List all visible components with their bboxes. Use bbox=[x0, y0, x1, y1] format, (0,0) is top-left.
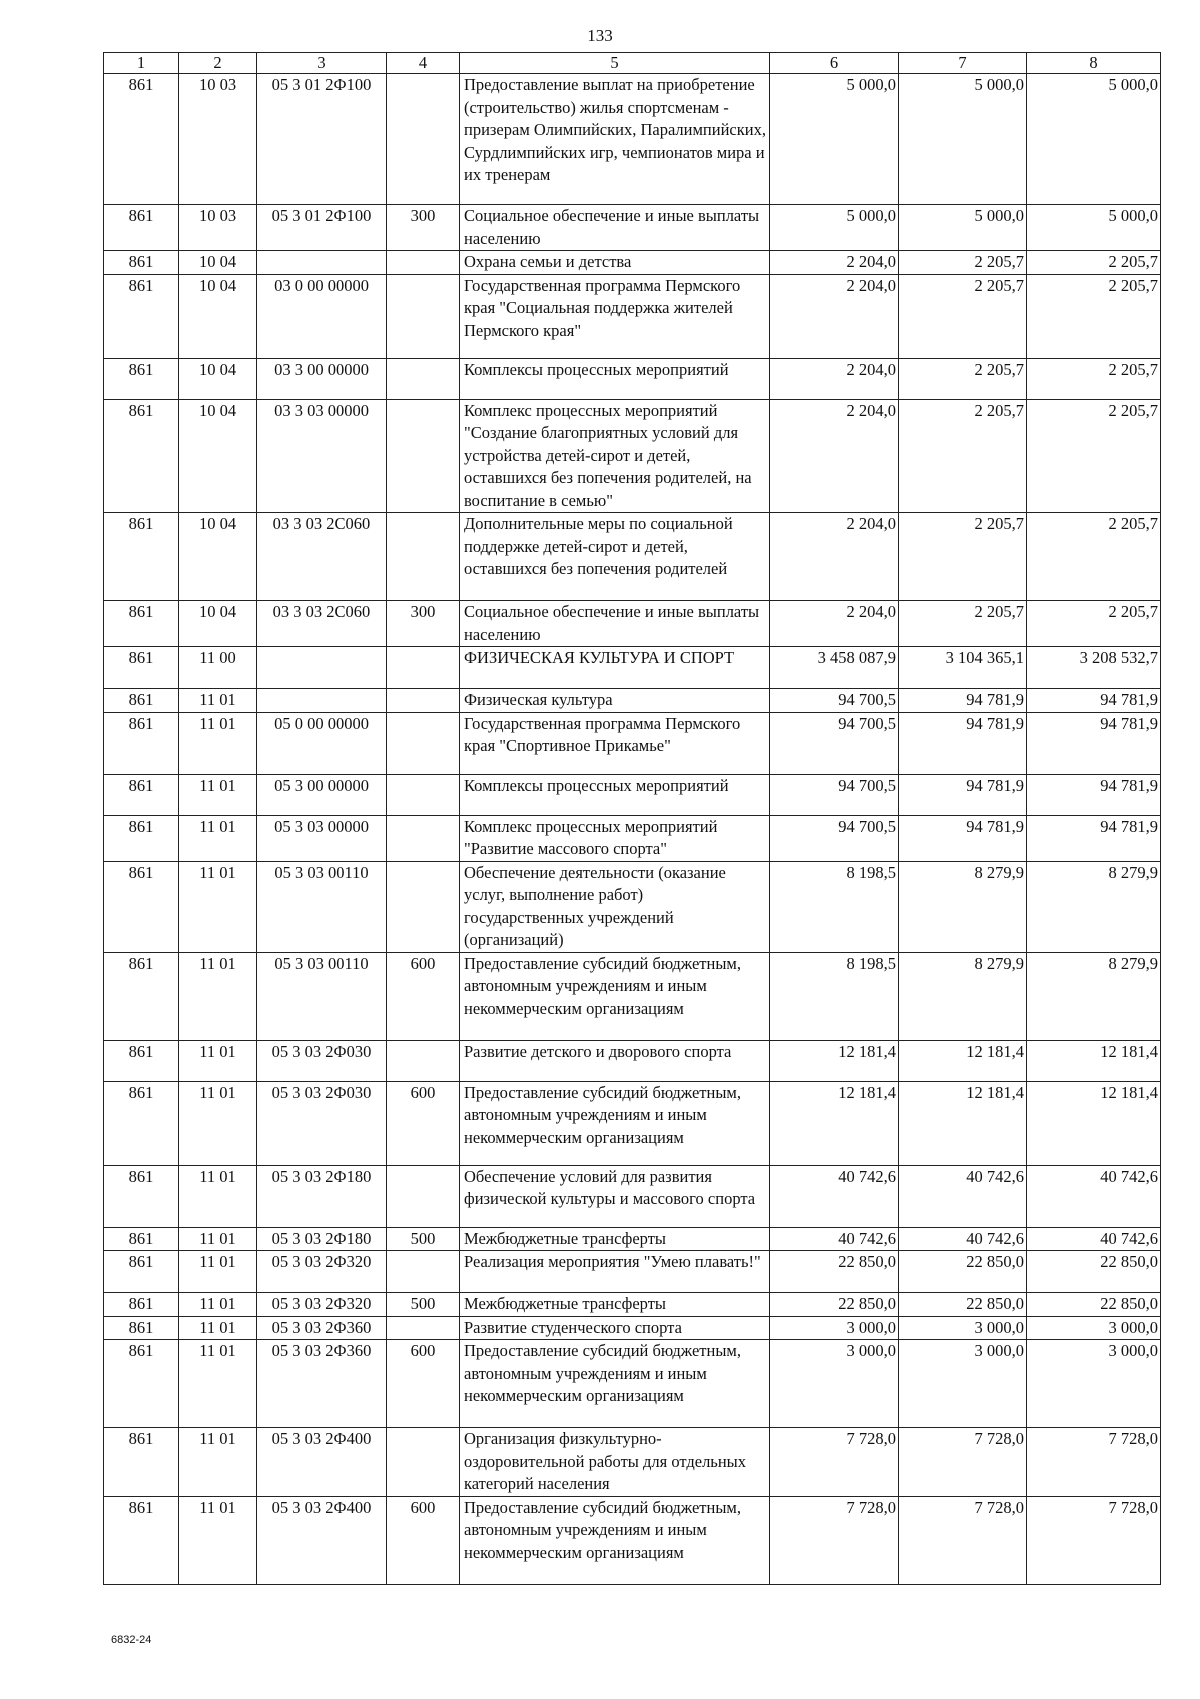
column-header: 5 bbox=[460, 53, 770, 74]
target-article-code-cell: 05 3 00 00000 bbox=[257, 774, 387, 815]
document-code: 6832-24 bbox=[111, 1634, 152, 1646]
target-article-code-cell bbox=[257, 689, 387, 713]
ministry-code-cell: 861 bbox=[104, 1251, 179, 1293]
section-code-cell: 11 01 bbox=[179, 1165, 257, 1227]
table-row bbox=[104, 1040, 1161, 1081]
expense-type-code-cell: 500 bbox=[387, 1227, 460, 1251]
column-header: 6 bbox=[770, 53, 899, 74]
table-body bbox=[104, 74, 1161, 1585]
section-code-cell: 11 00 bbox=[179, 647, 257, 689]
table-row bbox=[104, 712, 1161, 774]
amount-year-3-cell: 8 279,9 bbox=[1027, 952, 1161, 1040]
amount-year-2-cell: 2 205,7 bbox=[899, 399, 1027, 513]
expense-type-code-cell bbox=[387, 647, 460, 689]
description-cell: Государственная программа Пермского края "Спортивное Прикамье" bbox=[460, 712, 770, 774]
ministry-code-cell: 861 bbox=[104, 712, 179, 774]
section-code-cell: 11 01 bbox=[179, 1251, 257, 1293]
amount-year-1-cell: 5 000,0 bbox=[770, 205, 899, 251]
section-code-cell: 11 01 bbox=[179, 689, 257, 713]
section-code-cell: 11 01 bbox=[179, 1316, 257, 1340]
ministry-code-cell: 861 bbox=[104, 1165, 179, 1227]
target-article-code-cell: 05 3 03 00110 bbox=[257, 952, 387, 1040]
expense-type-code-cell: 300 bbox=[387, 601, 460, 647]
amount-year-3-cell: 3 208 532,7 bbox=[1027, 647, 1161, 689]
amount-year-1-cell: 3 458 087,9 bbox=[770, 647, 899, 689]
description-cell: Предоставление выплат на приобретение (строительство) жилья спортсменам - призерам Олимпийских, Паралимпийских, Сурдлимпийских игр, чемпионатов мира и их тренерам bbox=[460, 74, 770, 205]
amount-year-1-cell: 8 198,5 bbox=[770, 952, 899, 1040]
ministry-code-cell: 861 bbox=[104, 1227, 179, 1251]
ministry-code-cell: 861 bbox=[104, 774, 179, 815]
expense-type-code-cell bbox=[387, 274, 460, 358]
target-article-code-cell: 05 3 03 2Ф320 bbox=[257, 1293, 387, 1317]
section-code-cell: 10 04 bbox=[179, 601, 257, 647]
expense-type-code-cell bbox=[387, 815, 460, 861]
amount-year-3-cell: 8 279,9 bbox=[1027, 861, 1161, 952]
section-code-cell: 10 04 bbox=[179, 274, 257, 358]
expense-type-code-cell bbox=[387, 712, 460, 774]
ministry-code-cell: 861 bbox=[104, 274, 179, 358]
target-article-code-cell: 05 0 00 00000 bbox=[257, 712, 387, 774]
description-cell: Межбюджетные трансферты bbox=[460, 1227, 770, 1251]
amount-year-2-cell: 2 205,7 bbox=[899, 251, 1027, 275]
description-cell: Предоставление субсидий бюджетным, автономным учреждениям и иным некоммерческим организациям bbox=[460, 952, 770, 1040]
ministry-code-cell: 861 bbox=[104, 358, 179, 399]
table-row bbox=[104, 1316, 1161, 1340]
table-row bbox=[104, 601, 1161, 647]
section-code-cell: 10 04 bbox=[179, 513, 257, 601]
target-article-code-cell: 05 3 03 2Ф360 bbox=[257, 1316, 387, 1340]
target-article-code-cell bbox=[257, 251, 387, 275]
ministry-code-cell: 861 bbox=[104, 205, 179, 251]
amount-year-1-cell: 12 181,4 bbox=[770, 1081, 899, 1165]
amount-year-1-cell: 3 000,0 bbox=[770, 1340, 899, 1428]
expense-type-code-cell bbox=[387, 399, 460, 513]
table-row bbox=[104, 774, 1161, 815]
ministry-code-cell: 861 bbox=[104, 647, 179, 689]
table-row bbox=[104, 1165, 1161, 1227]
ministry-code-cell: 861 bbox=[104, 74, 179, 205]
section-code-cell: 11 01 bbox=[179, 712, 257, 774]
ministry-code-cell: 861 bbox=[104, 1040, 179, 1081]
amount-year-2-cell: 94 781,9 bbox=[899, 689, 1027, 713]
amount-year-3-cell: 5 000,0 bbox=[1027, 205, 1161, 251]
table-row bbox=[104, 1340, 1161, 1428]
target-article-code-cell: 05 3 03 2Ф180 bbox=[257, 1165, 387, 1227]
amount-year-1-cell: 94 700,5 bbox=[770, 774, 899, 815]
expense-type-code-cell bbox=[387, 1316, 460, 1340]
description-cell: Предоставление субсидий бюджетным, автономным учреждениям и иным некоммерческим организациям bbox=[460, 1081, 770, 1165]
amount-year-2-cell: 3 000,0 bbox=[899, 1316, 1027, 1340]
expense-type-code-cell bbox=[387, 689, 460, 713]
amount-year-1-cell: 94 700,5 bbox=[770, 815, 899, 861]
amount-year-3-cell: 94 781,9 bbox=[1027, 712, 1161, 774]
description-cell: ФИЗИЧЕСКАЯ КУЛЬТУРА И СПОРТ bbox=[460, 647, 770, 689]
amount-year-1-cell: 7 728,0 bbox=[770, 1428, 899, 1497]
amount-year-1-cell: 7 728,0 bbox=[770, 1496, 899, 1584]
target-article-code-cell: 05 3 03 2Ф400 bbox=[257, 1428, 387, 1497]
ministry-code-cell: 861 bbox=[104, 251, 179, 275]
target-article-code-cell: 05 3 03 2Ф400 bbox=[257, 1496, 387, 1584]
description-cell: Развитие студенческого спорта bbox=[460, 1316, 770, 1340]
table-row bbox=[104, 1081, 1161, 1165]
ministry-code-cell: 861 bbox=[104, 1340, 179, 1428]
amount-year-2-cell: 8 279,9 bbox=[899, 952, 1027, 1040]
target-article-code-cell: 05 3 03 2Ф360 bbox=[257, 1340, 387, 1428]
description-cell: Социальное обеспечение и иные выплаты населению bbox=[460, 205, 770, 251]
amount-year-3-cell: 40 742,6 bbox=[1027, 1227, 1161, 1251]
expense-type-code-cell bbox=[387, 513, 460, 601]
ministry-code-cell: 861 bbox=[104, 815, 179, 861]
target-article-code-cell: 03 0 00 00000 bbox=[257, 274, 387, 358]
ministry-code-cell: 861 bbox=[104, 861, 179, 952]
amount-year-1-cell: 2 204,0 bbox=[770, 274, 899, 358]
section-code-cell: 11 01 bbox=[179, 1428, 257, 1497]
ministry-code-cell: 861 bbox=[104, 601, 179, 647]
amount-year-2-cell: 12 181,4 bbox=[899, 1081, 1027, 1165]
budget-table bbox=[103, 52, 1161, 1585]
amount-year-3-cell: 2 205,7 bbox=[1027, 513, 1161, 601]
column-header: 4 bbox=[387, 53, 460, 74]
expense-type-code-cell bbox=[387, 861, 460, 952]
ministry-code-cell: 861 bbox=[104, 1428, 179, 1497]
amount-year-1-cell: 94 700,5 bbox=[770, 689, 899, 713]
section-code-cell: 11 01 bbox=[179, 1496, 257, 1584]
section-code-cell: 11 01 bbox=[179, 1340, 257, 1428]
amount-year-3-cell: 40 742,6 bbox=[1027, 1165, 1161, 1227]
table-row bbox=[104, 1227, 1161, 1251]
expense-type-code-cell: 300 bbox=[387, 205, 460, 251]
amount-year-2-cell: 40 742,6 bbox=[899, 1227, 1027, 1251]
amount-year-1-cell: 40 742,6 bbox=[770, 1227, 899, 1251]
description-cell: Дополнительные меры по социальной поддержке детей-сирот и детей, оставшихся без попечения родителей bbox=[460, 513, 770, 601]
amount-year-3-cell: 2 205,7 bbox=[1027, 399, 1161, 513]
section-code-cell: 10 04 bbox=[179, 251, 257, 275]
amount-year-2-cell: 12 181,4 bbox=[899, 1040, 1027, 1081]
amount-year-3-cell: 7 728,0 bbox=[1027, 1496, 1161, 1584]
amount-year-3-cell: 5 000,0 bbox=[1027, 74, 1161, 205]
section-code-cell: 11 01 bbox=[179, 1227, 257, 1251]
description-cell: Охрана семьи и детства bbox=[460, 251, 770, 275]
target-article-code-cell: 05 3 01 2Ф100 bbox=[257, 74, 387, 205]
section-code-cell: 10 03 bbox=[179, 205, 257, 251]
page-number: 133 bbox=[587, 26, 613, 45]
description-cell: Организация физкультурно-оздоровительной работы для отдельных категорий населения bbox=[460, 1428, 770, 1497]
table-row bbox=[104, 952, 1161, 1040]
amount-year-3-cell: 2 205,7 bbox=[1027, 251, 1161, 275]
table-row bbox=[104, 399, 1161, 513]
expense-type-code-cell bbox=[387, 358, 460, 399]
description-cell: Комплекс процессных мероприятий "Создание благоприятных условий для устройства детей-сирот и детей, оставшихся без попечения родителей, на воспитание в семью" bbox=[460, 399, 770, 513]
amount-year-2-cell: 5 000,0 bbox=[899, 74, 1027, 205]
ministry-code-cell: 861 bbox=[104, 1496, 179, 1584]
table-row bbox=[104, 647, 1161, 689]
amount-year-2-cell: 94 781,9 bbox=[899, 815, 1027, 861]
description-cell: Предоставление субсидий бюджетным, автономным учреждениям и иным некоммерческим организациям bbox=[460, 1496, 770, 1584]
amount-year-2-cell: 94 781,9 bbox=[899, 712, 1027, 774]
target-article-code-cell: 03 3 03 2С060 bbox=[257, 513, 387, 601]
amount-year-1-cell: 40 742,6 bbox=[770, 1165, 899, 1227]
amount-year-3-cell: 12 181,4 bbox=[1027, 1081, 1161, 1165]
description-cell: Физическая культура bbox=[460, 689, 770, 713]
amount-year-3-cell: 94 781,9 bbox=[1027, 815, 1161, 861]
ministry-code-cell: 861 bbox=[104, 1081, 179, 1165]
description-cell: Социальное обеспечение и иные выплаты населению bbox=[460, 601, 770, 647]
expense-type-code-cell: 600 bbox=[387, 952, 460, 1040]
table-row bbox=[104, 74, 1161, 205]
description-cell: Реализация мероприятия "Умею плавать!" bbox=[460, 1251, 770, 1293]
expense-type-code-cell bbox=[387, 1251, 460, 1293]
target-article-code-cell: 05 3 03 2Ф030 bbox=[257, 1040, 387, 1081]
target-article-code-cell: 05 3 03 00110 bbox=[257, 861, 387, 952]
amount-year-2-cell: 3 104 365,1 bbox=[899, 647, 1027, 689]
expense-type-code-cell bbox=[387, 1428, 460, 1497]
amount-year-3-cell: 2 205,7 bbox=[1027, 274, 1161, 358]
amount-year-2-cell: 8 279,9 bbox=[899, 861, 1027, 952]
amount-year-3-cell: 12 181,4 bbox=[1027, 1040, 1161, 1081]
amount-year-1-cell: 3 000,0 bbox=[770, 1316, 899, 1340]
amount-year-3-cell: 3 000,0 bbox=[1027, 1316, 1161, 1340]
column-header: 2 bbox=[179, 53, 257, 74]
description-cell: Государственная программа Пермского края "Социальная поддержка жителей Пермского края" bbox=[460, 274, 770, 358]
ministry-code-cell: 861 bbox=[104, 689, 179, 713]
ministry-code-cell: 861 bbox=[104, 513, 179, 601]
section-code-cell: 11 01 bbox=[179, 1293, 257, 1317]
description-cell: Развитие детского и дворового спорта bbox=[460, 1040, 770, 1081]
amount-year-3-cell: 2 205,7 bbox=[1027, 358, 1161, 399]
expense-type-code-cell bbox=[387, 1040, 460, 1081]
amount-year-3-cell: 7 728,0 bbox=[1027, 1428, 1161, 1497]
amount-year-2-cell: 2 205,7 bbox=[899, 601, 1027, 647]
amount-year-3-cell: 94 781,9 bbox=[1027, 689, 1161, 713]
amount-year-3-cell: 22 850,0 bbox=[1027, 1293, 1161, 1317]
target-article-code-cell: 05 3 03 00000 bbox=[257, 815, 387, 861]
amount-year-2-cell: 3 000,0 bbox=[899, 1340, 1027, 1428]
expense-type-code-cell: 600 bbox=[387, 1081, 460, 1165]
section-code-cell: 10 04 bbox=[179, 399, 257, 513]
amount-year-1-cell: 2 204,0 bbox=[770, 358, 899, 399]
ministry-code-cell: 861 bbox=[104, 1293, 179, 1317]
amount-year-2-cell: 94 781,9 bbox=[899, 774, 1027, 815]
amount-year-3-cell: 22 850,0 bbox=[1027, 1251, 1161, 1293]
description-cell: Комплексы процессных мероприятий bbox=[460, 774, 770, 815]
expense-type-code-cell bbox=[387, 1165, 460, 1227]
column-header: 3 bbox=[257, 53, 387, 74]
amount-year-1-cell: 2 204,0 bbox=[770, 601, 899, 647]
amount-year-2-cell: 7 728,0 bbox=[899, 1496, 1027, 1584]
amount-year-1-cell: 5 000,0 bbox=[770, 74, 899, 205]
amount-year-1-cell: 22 850,0 bbox=[770, 1293, 899, 1317]
ministry-code-cell: 861 bbox=[104, 399, 179, 513]
description-cell: Межбюджетные трансферты bbox=[460, 1293, 770, 1317]
target-article-code-cell: 03 3 03 2С060 bbox=[257, 601, 387, 647]
budget-table-container bbox=[103, 52, 1160, 1585]
table-row bbox=[104, 205, 1161, 251]
amount-year-2-cell: 2 205,7 bbox=[899, 274, 1027, 358]
target-article-code-cell: 05 3 03 2Ф180 bbox=[257, 1227, 387, 1251]
table-row bbox=[104, 1251, 1161, 1293]
amount-year-1-cell: 2 204,0 bbox=[770, 513, 899, 601]
amount-year-2-cell: 7 728,0 bbox=[899, 1428, 1027, 1497]
expense-type-code-cell: 600 bbox=[387, 1496, 460, 1584]
expense-type-code-cell: 500 bbox=[387, 1293, 460, 1317]
header-row bbox=[104, 53, 1161, 74]
section-code-cell: 11 01 bbox=[179, 774, 257, 815]
target-article-code-cell: 03 3 00 00000 bbox=[257, 358, 387, 399]
table-row bbox=[104, 274, 1161, 358]
section-code-cell: 10 03 bbox=[179, 74, 257, 205]
table-row bbox=[104, 1428, 1161, 1497]
target-article-code-cell: 03 3 03 00000 bbox=[257, 399, 387, 513]
table-row bbox=[104, 1496, 1161, 1584]
table-row bbox=[104, 358, 1161, 399]
amount-year-1-cell: 12 181,4 bbox=[770, 1040, 899, 1081]
table-row bbox=[104, 1293, 1161, 1317]
amount-year-2-cell: 22 850,0 bbox=[899, 1251, 1027, 1293]
amount-year-3-cell: 94 781,9 bbox=[1027, 774, 1161, 815]
table-row bbox=[104, 513, 1161, 601]
section-code-cell: 11 01 bbox=[179, 952, 257, 1040]
amount-year-1-cell: 2 204,0 bbox=[770, 251, 899, 275]
amount-year-1-cell: 22 850,0 bbox=[770, 1251, 899, 1293]
column-header: 1 bbox=[104, 53, 179, 74]
amount-year-3-cell: 2 205,7 bbox=[1027, 601, 1161, 647]
amount-year-2-cell: 40 742,6 bbox=[899, 1165, 1027, 1227]
amount-year-1-cell: 94 700,5 bbox=[770, 712, 899, 774]
amount-year-2-cell: 22 850,0 bbox=[899, 1293, 1027, 1317]
target-article-code-cell: 05 3 01 2Ф100 bbox=[257, 205, 387, 251]
target-article-code-cell bbox=[257, 647, 387, 689]
expense-type-code-cell bbox=[387, 74, 460, 205]
section-code-cell: 11 01 bbox=[179, 1081, 257, 1165]
description-cell: Комплекс процессных мероприятий "Развитие массового спорта" bbox=[460, 815, 770, 861]
description-cell: Предоставление субсидий бюджетным, автономным учреждениям и иным некоммерческим организациям bbox=[460, 1340, 770, 1428]
target-article-code-cell: 05 3 03 2Ф030 bbox=[257, 1081, 387, 1165]
description-cell: Обеспечение деятельности (оказание услуг, выполнение работ) государственных учреждений (организаций) bbox=[460, 861, 770, 952]
description-cell: Комплексы процессных мероприятий bbox=[460, 358, 770, 399]
ministry-code-cell: 861 bbox=[104, 1316, 179, 1340]
amount-year-1-cell: 8 198,5 bbox=[770, 861, 899, 952]
table-row bbox=[104, 251, 1161, 275]
column-header: 7 bbox=[899, 53, 1027, 74]
section-code-cell: 10 04 bbox=[179, 358, 257, 399]
table-row bbox=[104, 815, 1161, 861]
table-row bbox=[104, 861, 1161, 952]
expense-type-code-cell: 600 bbox=[387, 1340, 460, 1428]
ministry-code-cell: 861 bbox=[104, 952, 179, 1040]
section-code-cell: 11 01 bbox=[179, 815, 257, 861]
column-header: 8 bbox=[1027, 53, 1161, 74]
expense-type-code-cell bbox=[387, 774, 460, 815]
amount-year-3-cell: 3 000,0 bbox=[1027, 1340, 1161, 1428]
description-cell: Обеспечение условий для развития физической культуры и массового спорта bbox=[460, 1165, 770, 1227]
expense-type-code-cell bbox=[387, 251, 460, 275]
table-row bbox=[104, 689, 1161, 713]
amount-year-2-cell: 2 205,7 bbox=[899, 358, 1027, 399]
target-article-code-cell: 05 3 03 2Ф320 bbox=[257, 1251, 387, 1293]
amount-year-1-cell: 2 204,0 bbox=[770, 399, 899, 513]
section-code-cell: 11 01 bbox=[179, 1040, 257, 1081]
section-code-cell: 11 01 bbox=[179, 861, 257, 952]
amount-year-2-cell: 2 205,7 bbox=[899, 513, 1027, 601]
amount-year-2-cell: 5 000,0 bbox=[899, 205, 1027, 251]
